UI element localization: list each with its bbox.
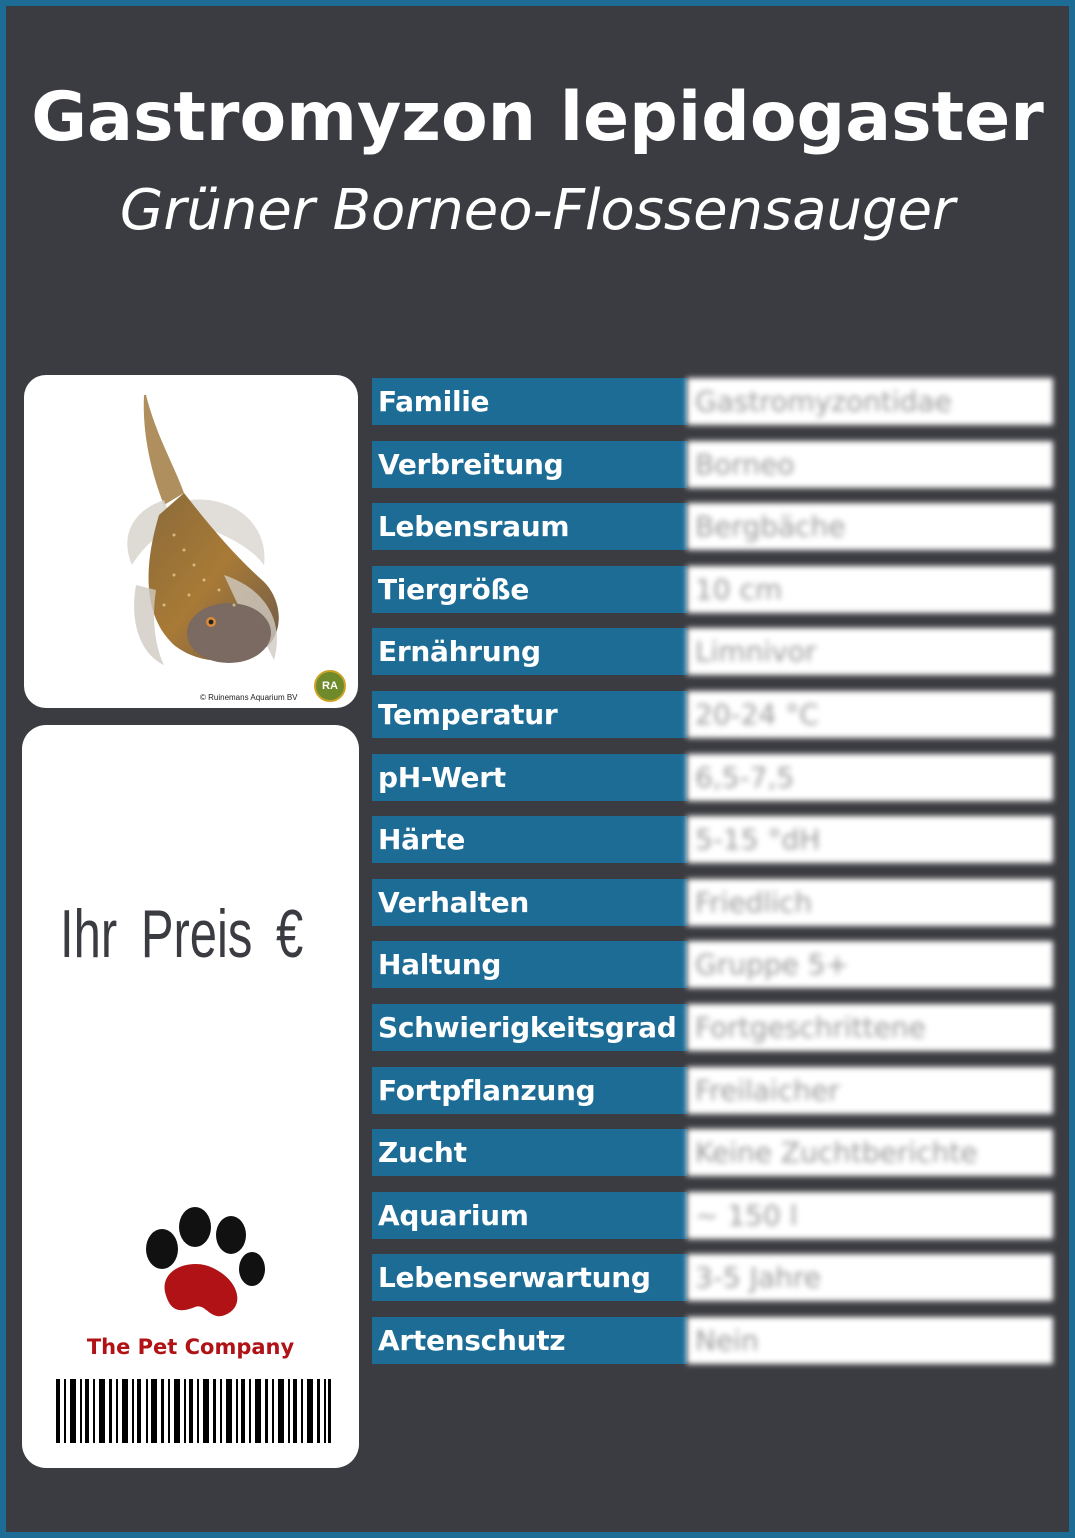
table-row (372, 1004, 1053, 1051)
table-row (372, 816, 1053, 863)
row-label: Lebensraum (372, 503, 687, 550)
row-value: Gruppe 5+ (687, 941, 1053, 988)
row-label: Familie (372, 378, 687, 425)
table-row (372, 1254, 1053, 1301)
row-label: Haltung (372, 941, 687, 988)
row-label: Härte (372, 816, 687, 863)
photo-credit: © Ruinemans Aquarium BV (200, 693, 298, 702)
row-label: Temperatur (372, 691, 687, 738)
table-row (372, 1067, 1053, 1114)
photo-panel (24, 375, 358, 708)
row-label: Ernährung (372, 628, 687, 675)
table-row (372, 378, 1053, 425)
company-name: The Pet Company (86, 1335, 295, 1359)
table-row (372, 879, 1053, 926)
price-panel (22, 725, 359, 1468)
row-value: Friedlich (687, 879, 1053, 926)
row-label: Zucht (372, 1129, 687, 1176)
species-common-name: Grüner Borneo-Flossensauger (119, 178, 956, 243)
row-value: Bergbäche (687, 503, 1053, 550)
table-row (372, 628, 1053, 675)
row-label: Verhalten (372, 879, 687, 926)
table-row (372, 1192, 1053, 1239)
row-value: Limnivor (687, 628, 1053, 675)
row-label: Verbreitung (372, 441, 687, 488)
row-value: 10 cm (687, 566, 1053, 613)
row-value: Freilaicher (687, 1067, 1053, 1114)
row-value: 3-5 Jahre (687, 1254, 1053, 1301)
row-value: Borneo (687, 441, 1053, 488)
row-label: Fortpflanzung (372, 1067, 687, 1114)
table-row (372, 754, 1053, 801)
table-row (372, 1317, 1053, 1364)
row-label: Tiergröße (372, 566, 687, 613)
paw-logo-icon (140, 1207, 270, 1333)
table-row (372, 691, 1053, 738)
row-value: Gastromyzontidae (687, 378, 1053, 425)
row-label: Aquarium (372, 1192, 687, 1239)
row-label: Lebenserwartung (372, 1254, 687, 1301)
row-value: 5-15 °dH (687, 816, 1053, 863)
row-value: Nein (687, 1317, 1053, 1364)
table-row (372, 1129, 1053, 1176)
ruinemans-logo: RA (314, 670, 346, 702)
price-label: Ihr Preis € (60, 896, 304, 972)
table-row (372, 941, 1053, 988)
row-value: Keine Zuchtberichte (687, 1129, 1053, 1176)
row-label: pH-Wert (372, 754, 687, 801)
row-value: Fortgeschrittene (687, 1004, 1053, 1051)
row-value: 6,5-7,5 (687, 754, 1053, 801)
row-value: ~ 150 l (687, 1192, 1053, 1239)
row-label: Artenschutz (372, 1317, 687, 1364)
barcode-icon (56, 1379, 331, 1443)
table-row (372, 441, 1053, 488)
table-row (372, 503, 1053, 550)
row-label: Schwierigkeitsgrad (372, 1004, 687, 1051)
table-row (372, 566, 1053, 613)
species-card (6, 6, 1069, 1532)
species-title: Gastromyzon lepidogaster (31, 78, 1044, 157)
row-value: 20-24 °C (687, 691, 1053, 738)
fish-image (24, 375, 358, 708)
